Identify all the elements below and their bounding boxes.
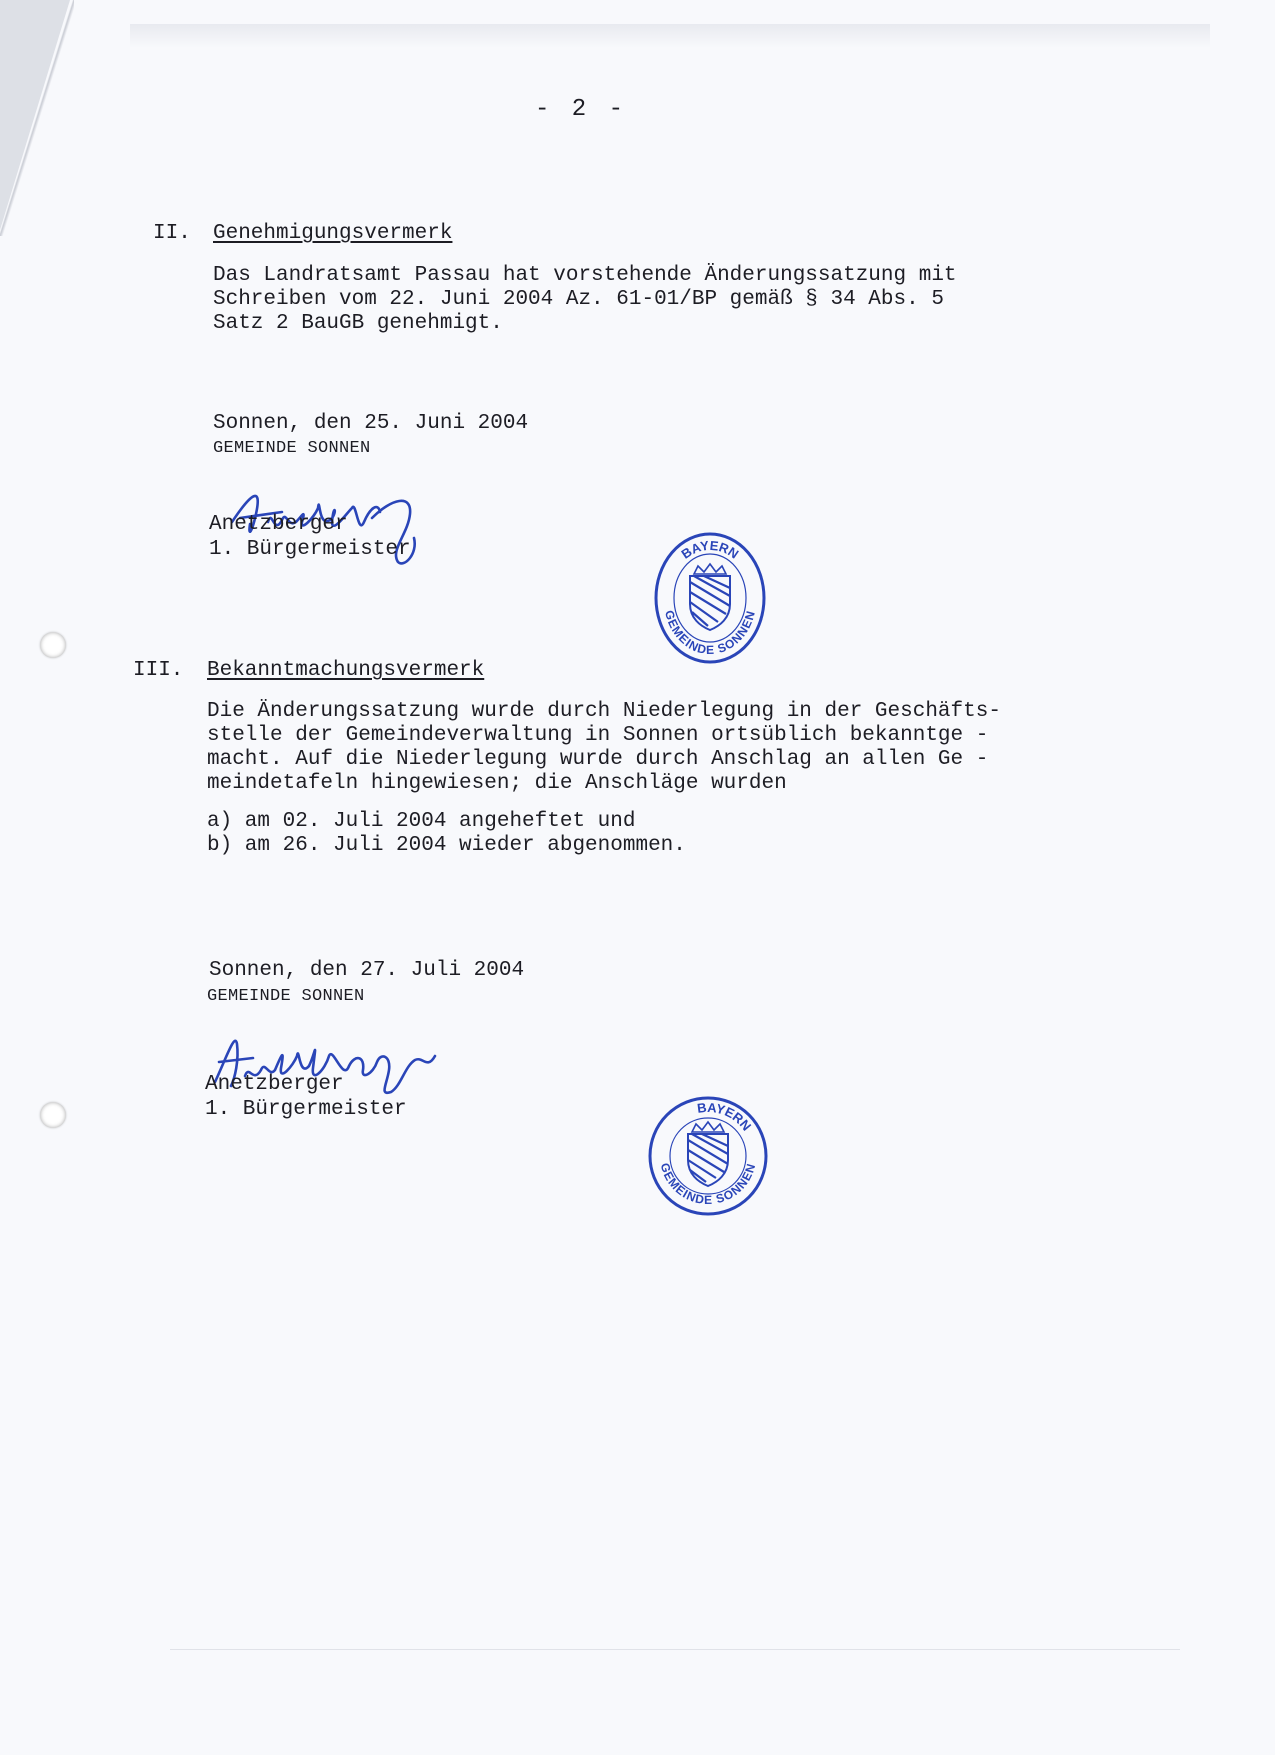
section2-municipality: GEMEINDE SONNEN — [213, 439, 371, 458]
section2-signer-title: 1. Bürgermeister — [209, 538, 411, 561]
section3-municipality: GEMEINDE SONNEN — [207, 987, 365, 1006]
section2-body-line-3: Satz 2 BauGB genehmigt. — [213, 312, 503, 335]
section3-item-b: b) am 26. Juli 2004 wieder abgenommen. — [207, 834, 686, 857]
section3-numeral: III. — [133, 659, 184, 682]
municipal-seal-1 — [652, 530, 768, 666]
section3-item-a: a) am 02. Juli 2004 angeheftet und — [207, 810, 636, 833]
section3-signer-name: Anetzberger — [205, 1073, 344, 1096]
section3-signer-title: 1. Bürgermeister — [205, 1098, 407, 1121]
section3-body-line-3: macht. Auf die Niederlegung wurde durch Anschlag an allen Ge - — [207, 748, 989, 771]
bottom-rule — [170, 1649, 1180, 1650]
section2-date-line: Sonnen, den 25. Juni 2004 — [213, 412, 529, 435]
page-number: - 2 - — [535, 96, 628, 123]
bavarian-coat-of-arms-icon — [690, 564, 730, 630]
section2-numeral: II. — [153, 222, 191, 245]
bavarian-coat-of-arms-icon — [688, 1122, 728, 1186]
section3-body-line-2: stelle der Gemeindeverwaltung in Sonnen ortsüblich bekanntge - — [207, 724, 989, 747]
seal-2-top-text: BAYERN — [696, 1099, 755, 1134]
section2-signer-name: Anetzberger — [209, 513, 348, 536]
punch-hole-top — [40, 632, 66, 658]
section3-body-line-1: Die Änderungssatzung wurde durch Niederlegung in der Geschäfts- — [207, 700, 1001, 723]
svg-text:BAYERN — [679, 538, 742, 562]
municipal-seal-2 — [646, 1094, 770, 1218]
seal-1-bottom-text: GEMEINDE SONNEN — [661, 608, 759, 658]
section3-body-line-4: meindetafeln hingewiesen; die Anschläge wurden — [207, 772, 787, 795]
section2-heading: Genehmigungsvermerk — [213, 222, 453, 245]
seal-2-bottom-text: GEMEINDE SONNEN — [657, 1161, 759, 1208]
section3-heading: Bekanntmachungsvermerk — [207, 659, 485, 682]
punch-hole-bottom — [40, 1102, 66, 1128]
folded-corner-edge — [0, 0, 74, 236]
svg-text:BAYERN — [696, 1100, 754, 1134]
scan-edge-shadow — [130, 24, 1210, 48]
seal-1-top-text: BAYERN — [678, 537, 742, 562]
section3-date-line: Sonnen, den 27. Juli 2004 — [209, 959, 525, 982]
section2-body-line-2: Schreiben vom 22. Juni 2004 Az. 61-01/BP gemäß § 34 Abs. 5 — [213, 288, 944, 311]
section2-body-line-1: Das Landratsamt Passau hat vorstehende Änderungssatzung mit — [213, 264, 957, 287]
